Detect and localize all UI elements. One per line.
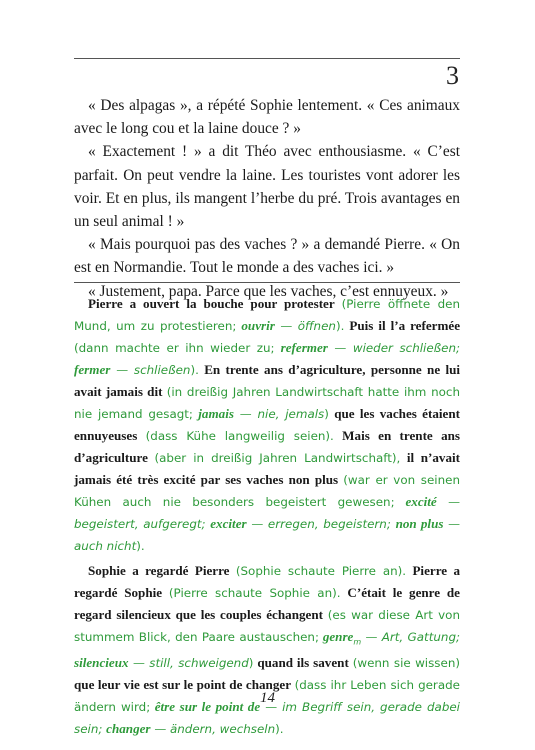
page-number: 14	[260, 690, 275, 706]
vocab-definition: — Art, Gattung;	[365, 630, 460, 644]
bilingual-section	[74, 293, 460, 743]
german-translation: (Pierre öffnete den Mund, um zu protestieren;	[74, 297, 460, 333]
bilingual-paragraph	[74, 560, 460, 740]
french-phrase: Pierre a regardé Sophie	[74, 563, 460, 600]
german-translation: (Sophie schaute Pierre an).	[235, 564, 407, 578]
vocab-definition: — erregen, begeistern;	[251, 517, 391, 531]
german-close: )	[324, 407, 329, 421]
french-phrase: Sophie a regardé Pierre	[88, 563, 230, 578]
french-phrase: quand ils savent	[257, 655, 349, 671]
french-phrase: En trente ans d’agriculture, personne ne lui avait jamais dit	[74, 362, 461, 399]
story-paragraph: « Mais pourquoi pas des vaches ? » a demandé Pierre. « On est en Normandie. Tout le monde a des vaches ici. »	[74, 236, 460, 277]
german-translation: (dass Kühe langweilig seien).	[145, 429, 334, 443]
german-close: )	[248, 656, 254, 671]
german-close: ).	[136, 539, 145, 553]
french-phrase: Puis il l’a refermée	[349, 318, 461, 333]
german-translation: (wenn sie wissen)	[352, 656, 460, 671]
vocab-definition: — ändern, wechseln	[154, 722, 276, 737]
vocab-term: refermer	[280, 340, 328, 355]
vocab-term: jamais	[198, 406, 234, 421]
top-rule	[74, 58, 460, 59]
vocab-term: silencieux	[74, 655, 129, 671]
vocab-term: excité	[405, 494, 437, 509]
vocab-note	[241, 319, 336, 333]
vocab-definition: — auch nicht	[74, 517, 461, 553]
french-phrase: que leur vie est sur le point de changer	[74, 677, 292, 693]
french-phrase: que les vaches étaient ennuyeuses	[74, 406, 460, 443]
german-translation: (dass ihr Leben sich gerade ändern wird;	[74, 678, 460, 715]
vocab-definition: — im Begriff sein, gerade dabei sein;	[74, 700, 460, 737]
chapter-number: 3	[446, 61, 459, 90]
german-translation: (aber in dreißig Jahren Landwirtschaft),	[154, 451, 401, 465]
vocab-term: être sur le point de	[154, 699, 261, 715]
vocab-definition: — begeistert, aufgeregt;	[74, 495, 461, 531]
story-paragraph: « Justement, papa. Parce que les vaches, c’est ennuyeux. »	[88, 282, 449, 300]
vocab-term: changer	[106, 721, 151, 737]
vocab-note	[198, 407, 324, 421]
german-translation: (es war diese Art von stummem Blick, den Paare austauschen;	[74, 608, 460, 644]
german-translation: (Pierre schaute Sophie an).	[168, 586, 341, 600]
french-phrase: Mais en trente ans d’agriculture	[74, 428, 460, 465]
french-phrase: Pierre a ouvert la bouche pour protester	[88, 296, 335, 311]
vocab-term: non plus	[395, 516, 444, 531]
vocab-definition: — nie, jemals	[239, 407, 325, 421]
bilingual-paragraph	[74, 293, 460, 557]
german-translation: (war er von seinen Kühen auch nie besonders begeistert gewesen;	[74, 473, 460, 509]
vocab-definition: — öffnen	[280, 319, 336, 333]
vocab-definition: — schließen	[116, 363, 191, 377]
german-close: ).	[190, 363, 199, 377]
german-close: ).	[335, 319, 345, 333]
french-phrase: C’était le genre de regard silencieux que les couples échangent	[74, 585, 460, 622]
german-translation: (dann machte er ihn wieder zu;	[74, 341, 275, 355]
vocab-term: fermer	[74, 362, 111, 377]
vocab-definition: — still, schweigend	[132, 656, 249, 671]
german-close: ).	[275, 722, 284, 737]
story-text	[74, 94, 460, 303]
german-translation: (in dreißig Jahren Landwirtschaft hatte ihm noch nie jemand gesagt;	[74, 385, 461, 421]
vocab-term: exciter	[210, 516, 247, 531]
gender-marker: m	[353, 637, 362, 647]
section-divider	[74, 282, 460, 283]
vocab-term: genre	[322, 629, 354, 644]
french-phrase: il n’avait jamais été très excité par ses vaches non plus	[74, 450, 460, 487]
vocab-term: ouvrir	[241, 318, 275, 333]
story-paragraph: « Exactement ! » a dit Théo avec enthousiasme. « C’est parfait. On peut vendre la laine. Les touristes vont adorer les voir. Et en plus, ils mangent l’herbe du pré. Trois avantages en un seul animal ! »	[74, 143, 460, 231]
vocab-definition: — wieder schließen;	[334, 341, 461, 355]
story-paragraph: « Des alpagas », a répété Sophie lentement. « Ces animaux avec le long cou et la laine douce ? »	[74, 97, 460, 138]
